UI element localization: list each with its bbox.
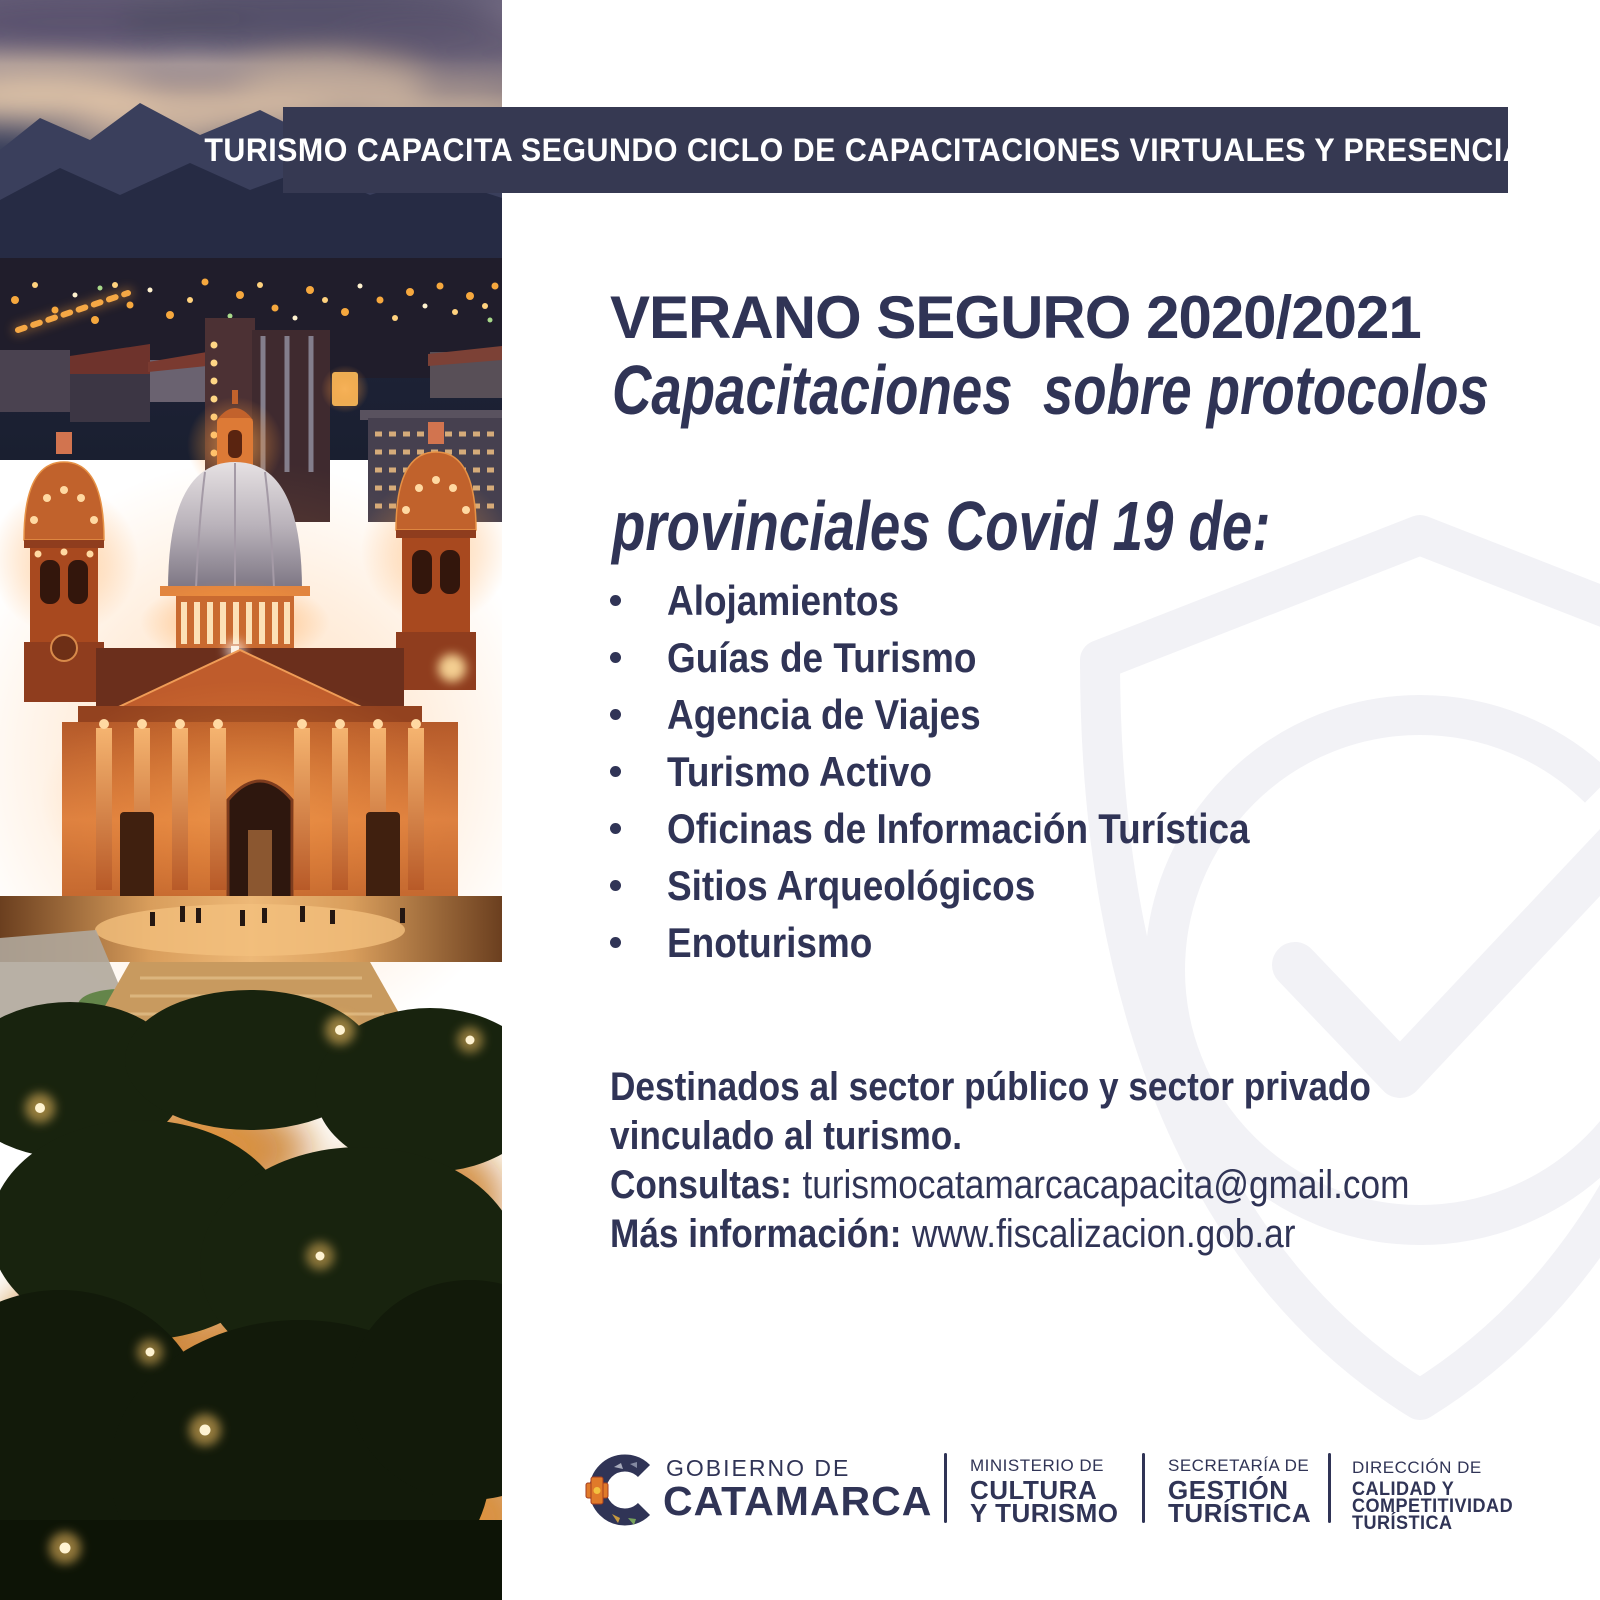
footer-divider <box>1328 1453 1331 1523</box>
banner-text: TURISMO CAPACITA SEGUNDO CICLO DE CAPACITACIONES VIRTUALES Y PRESENCIALES <box>204 131 1587 168</box>
direction-quality-competitiveness: DIRECCIÓN DE CALIDAD Y COMPETITIVIDAD TURÍSTICA <box>1352 1458 1514 1534</box>
bullet-icon <box>610 595 621 606</box>
audience-line1: Destinados al sector público y sector privado <box>610 1065 1371 1109</box>
bullet-icon <box>610 652 621 663</box>
bullet-icon <box>610 709 621 720</box>
consultas-label: Consultas: <box>610 1163 792 1207</box>
bullet-icon <box>610 823 621 834</box>
list-item: Oficinas de Información Turística <box>610 800 1329 857</box>
mas-info-label: Más información: <box>610 1212 902 1256</box>
info-block <box>610 1063 1518 1259</box>
consultas-line <box>610 1161 1409 1210</box>
catamarca-logo-icon <box>584 1446 660 1539</box>
bullet-icon <box>610 880 621 891</box>
list-item: Alojamientos <box>610 572 1329 629</box>
subtitle-line2: provinciales Covid 19 de: <box>612 487 1271 565</box>
list-item: Turismo Activo <box>610 743 1329 800</box>
subtitle-line1: Capacitaciones sobre protocolos <box>612 351 1489 429</box>
contact-email: turismocatamarcacapacita@gmail.com <box>802 1163 1410 1207</box>
protocol-list <box>610 572 1329 971</box>
mas-info-line <box>610 1210 1409 1259</box>
bullet-icon <box>610 937 621 948</box>
list-item: Guías de Turismo <box>610 629 1329 686</box>
footer-divider <box>1142 1453 1145 1523</box>
list-item: Agencia de Viajes <box>610 686 1329 743</box>
list-item: Enoturismo <box>610 914 1329 971</box>
page-title: VERANO SEGURO 2020/2021 <box>610 284 1421 351</box>
audience-line2: vinculado al turismo. <box>610 1114 963 1158</box>
info-url: www.fiscalizacion.gob.ar <box>911 1212 1296 1256</box>
secretary-tourism-management: SECRETARÍA DE GESTIÓN TURÍSTICA <box>1168 1456 1312 1528</box>
ministry-culture-tourism: MINISTERIO DE CULTURA Y TURISMO <box>970 1456 1119 1528</box>
subtitle <box>612 351 1489 565</box>
footer-divider <box>944 1453 947 1523</box>
list-item: Sitios Arqueológicos <box>610 857 1329 914</box>
top-banner <box>204 107 1587 193</box>
bullet-icon <box>610 766 621 777</box>
gobierno-de-text: GOBIERNO DE <box>666 1455 851 1481</box>
catamarca-text: CATAMARCA <box>663 1478 933 1524</box>
